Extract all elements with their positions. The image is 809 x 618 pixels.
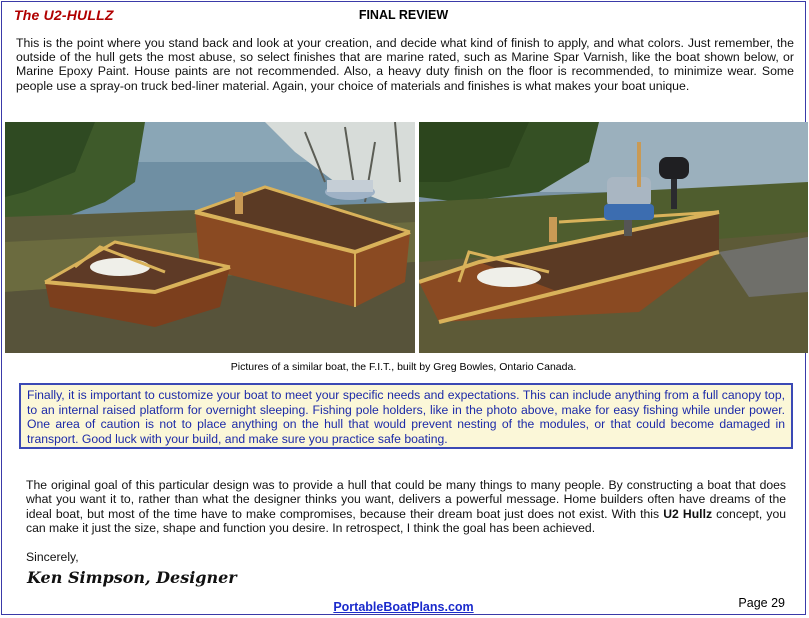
page-number: Page 29 — [738, 596, 785, 610]
page-title: FINAL REVIEW — [358, 8, 449, 22]
intro-paragraph: This is the point where you stand back and look at your creation, and decide what kind of finish to apply, and what colors. Just remember, the outside of the hull gets the most abuse, so select finishes that are marine rated, such as Marine Spar Varnish, like the boat shown below, or Marine Epoxy Paint. House paints are not recommended. Also, a heavy duty finish on the floor is recommended, to minimize wear. Some people use a spray-on truck bed-liner material. Again, your choice of materials and finishes is what makes your boat unique. — [16, 36, 794, 93]
closing-text-start: The original goal of this particular design was to provide a hull that could be many things to many people. By constructing a boat that does what you want it to, rather than what the designer thinks you want, delivers a powerful message. Home builders often have dreams of the ideal boat, but most of the time have to make compromises, because their dream boat just does not exist. With this — [26, 478, 786, 521]
document-page — [1, 1, 806, 615]
customization-tip-box — [19, 383, 793, 449]
assembled-boat-photo — [419, 122, 808, 353]
tip-text: Finally, it is important to customize your boat to meet your specific needs and expectations. This can include anything from a full canopy top, to an internal raised platform for overnight sleeping. Fishing pole holders, like in the photo above, make for easy fishing while under power. One area of caution is not to place anything on the hull that would prevent nesting of the modules, or that could become damaged in transport. Good luck with your build, and make sure you practice safe boating. — [27, 388, 785, 446]
boat-modules-image — [5, 122, 415, 353]
closing-text-end: concept, you can make it just the size, shape and function you desire. In retrospect, I think the goal has been achieved. — [26, 506, 787, 536]
photo-caption: Pictures of a similar boat, the F.I.T., built by Greg Bowles, Ontario Canada. — [230, 361, 577, 373]
website-link[interactable]: PortableBoatPlans.com — [333, 600, 474, 614]
product-name: U2 Hullz — [663, 506, 713, 521]
boat-modules-photo — [5, 122, 415, 353]
sign-off: Sincerely, — [26, 550, 79, 564]
assembled-boat-image — [419, 122, 808, 353]
brand-title: The U2-HULLZ — [14, 7, 114, 23]
closing-paragraph — [26, 478, 786, 536]
designer-signature: Ken Simpson, Designer — [27, 568, 237, 587]
